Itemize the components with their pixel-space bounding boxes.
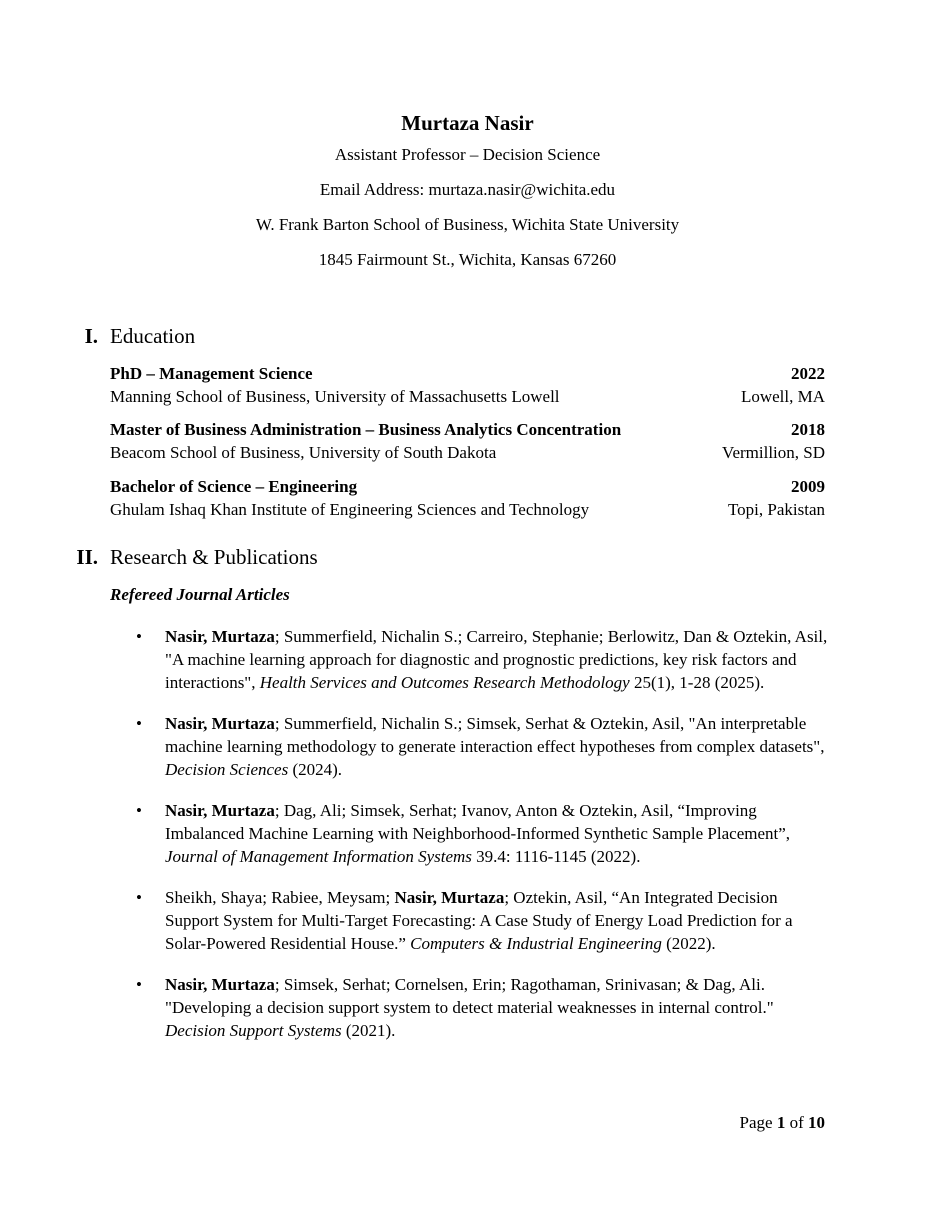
bullet-icon: • <box>136 888 142 907</box>
pub-pre: Sheikh, Shaya; Rabiee, Meysam; <box>165 888 395 907</box>
postal-address: 1845 Fairmount St., Wichita, Kansas 67260 <box>318 250 617 269</box>
publication-item <box>110 712 830 781</box>
pub-journal: Decision Sciences <box>165 760 289 779</box>
pub-volume: 25(1), 1-28 (2025). <box>629 673 765 692</box>
school-affiliation: W. Frank Barton School of Business, Wichita State University <box>255 215 680 234</box>
pub-volume: (2024). <box>288 760 343 779</box>
pub-author-bold: Nasir, Murtaza <box>165 714 275 733</box>
publication-item <box>110 625 830 694</box>
person-name: Murtaza Nasir <box>401 111 534 135</box>
publication-item <box>110 973 830 1042</box>
section-number: II. <box>76 545 98 569</box>
page-label: Page <box>739 1113 777 1132</box>
pub-journal: Computers & Industrial Engineering <box>410 934 662 953</box>
publication-list <box>110 625 830 1060</box>
pub-citation: ; Oztekin, Asil, “An Integrated Decision Support System for Multi-Target Forecasting: A Case Study of Energy Load Prediction for a Solar-Powered Residential House.” <box>165 888 793 953</box>
pub-journal: Decision Support Systems <box>165 1021 342 1040</box>
institution-name: Beacom School of Business, University of South Dakota <box>110 443 497 462</box>
degree-year: 2009 <box>791 477 825 496</box>
section-number: I. <box>84 324 98 348</box>
degree-year: 2018 <box>791 420 825 439</box>
pub-journal: Health Services and Outcomes Research Methodology <box>259 673 630 692</box>
bullet-icon: • <box>136 975 142 994</box>
cv-header <box>0 110 935 284</box>
pub-author-bold: Nasir, Murtaza <box>165 801 275 820</box>
degree-name: Master of Business Administration – Business Analytics Concentration <box>110 420 622 439</box>
education-entry <box>110 418 825 464</box>
pub-author-bold: Nasir, Murtaza <box>165 627 275 646</box>
pub-volume: 39.4: 1116-1145 (2022). <box>471 847 641 866</box>
degree-name: PhD – Management Science <box>110 364 313 383</box>
publication-item <box>110 799 830 868</box>
subsection-heading: Refereed Journal Articles <box>110 585 290 604</box>
education-entry <box>110 362 825 408</box>
page-current: 1 <box>776 1113 786 1132</box>
institution-name: Ghulam Ishaq Khan Institute of Engineering Sciences and Technology <box>110 500 590 519</box>
pub-author-bold: Nasir, Murtaza <box>394 888 505 907</box>
pub-volume: (2022). <box>661 934 716 953</box>
education-entry <box>110 475 825 521</box>
page-number-footer <box>740 1112 825 1134</box>
institution-location: Vermillion, SD <box>722 443 825 462</box>
pub-author-bold: Nasir, Murtaza <box>165 975 275 994</box>
job-title: Assistant Professor – Decision Science <box>334 145 601 164</box>
degree-name: Bachelor of Science – Engineering <box>110 477 358 496</box>
degree-year: 2022 <box>791 364 825 383</box>
pub-citation: ; Dag, Ali; Simsek, Serhat; Ivanov, Anton & Oztekin, Asil, “Improving Imbalanced Machine Learning with Neighborhood-Informed Synthetic Sample Placement”, <box>165 801 791 843</box>
institution-location: Topi, Pakistan <box>727 500 825 519</box>
page-total: 10 <box>808 1113 825 1132</box>
publication-item <box>110 886 830 955</box>
of-label: of <box>785 1113 808 1132</box>
pub-citation: ; Summerfield, Nichalin S.; Simsek, Serhat & Oztekin, Asil, "An interpretable machine learning methodology to generate interaction effect hypotheses from complex datasets", <box>165 714 825 756</box>
bullet-icon: • <box>136 714 142 733</box>
pub-citation: ; Simsek, Serhat; Cornelsen, Erin; Ragothaman, Srinivasan; & Dag, Ali. "Developing a decision support system to detect material weaknesses in internal control." <box>165 975 774 1017</box>
bullet-icon: • <box>136 801 142 820</box>
bullet-icon: • <box>136 627 142 646</box>
section-title: Education <box>110 324 196 348</box>
pub-journal: Journal of Management Information Systems <box>165 847 472 866</box>
pub-volume: (2021). <box>341 1021 396 1040</box>
institution-name: Manning School of Business, University of Massachusetts Lowell <box>110 387 560 406</box>
institution-location: Lowell, MA <box>740 387 825 406</box>
email-address: Email Address: murtaza.nasir@wichita.edu <box>319 180 616 199</box>
pub-citation: ; Summerfield, Nichalin S.; Carreiro, Stephanie; Berlowitz, Dan & Oztekin, Asil, "A machine learning approach for diagnostic and prognostic predictions, key risk factors and interactions", <box>165 627 828 692</box>
section-title: Research & Publications <box>110 545 318 569</box>
